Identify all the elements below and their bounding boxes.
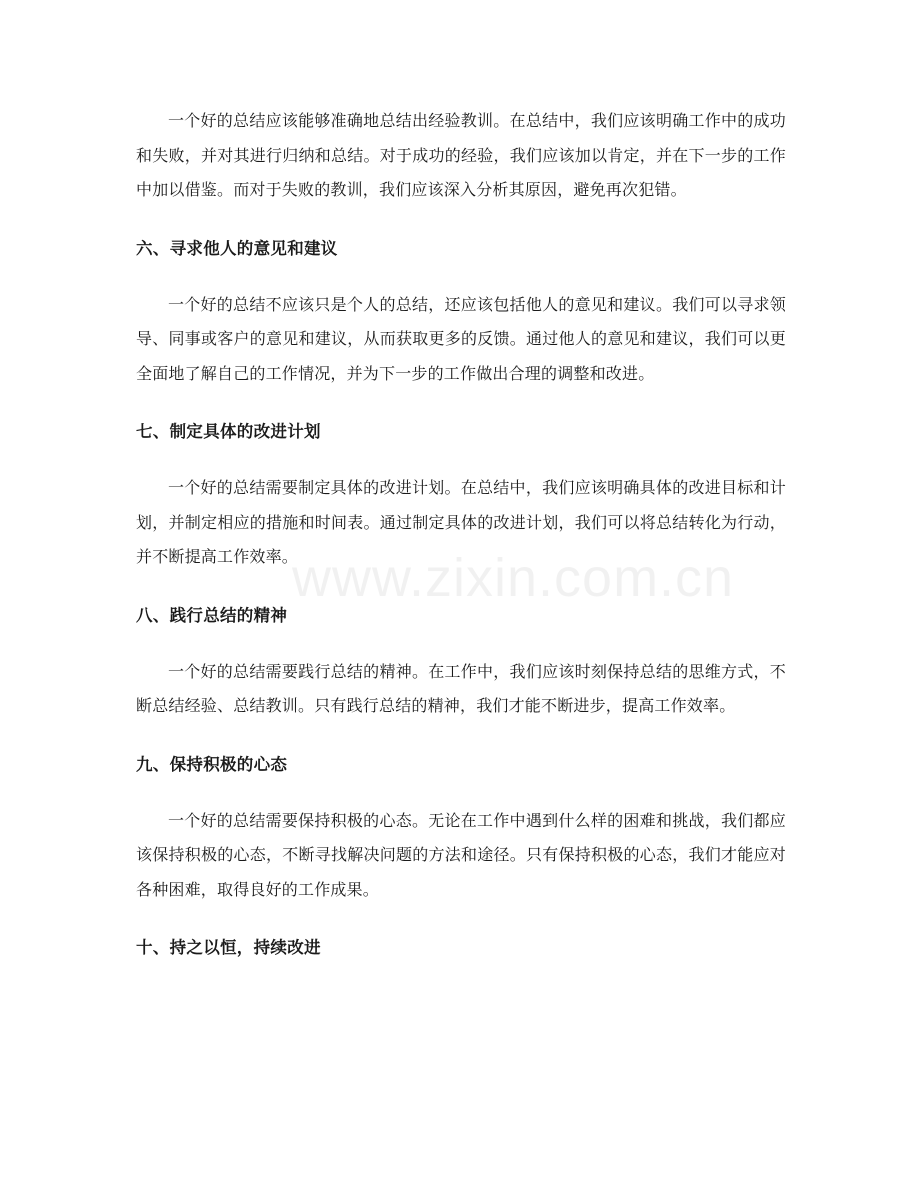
document-body — [136, 104, 786, 965]
section-heading-7: 七、制定具体的改进计划 — [136, 422, 321, 441]
intro-paragraph: 一个好的总结应该能够准确地总结出经验教训。在总结中，我们应该明确工作中的成功和失败，并对其进行归纳和总结。对于成功的经验，我们应该加以肯定，并在下一步的工作中加以借鉴。而对于失败的教训，我们应该深入分析其原因，避免再次犯错。 — [136, 111, 786, 199]
section-heading-8: 八、践行总结的精神 — [136, 605, 288, 625]
section-heading-9: 九、保持积极的心态 — [136, 754, 288, 774]
section-paragraph-7: 一个好的总结需要制定具体的改进计划。在总结中，我们应该明确具体的改进目标和计划，并制定相应的措施和时间表。通过制定具体的改进计划，我们可以将总结转化为行动，并不断提高工作效率。 — [136, 478, 786, 566]
section-paragraph-8: 一个好的总结需要践行总结的精神。在工作中，我们应该时刻保持总结的思维方式，不断总结经验、总结教训。只有践行总结的精神，我们才能不断进步，提高工作效率。 — [136, 661, 786, 715]
section-paragraph-9: 一个好的总结需要保持积极的心态。无论在工作中遇到什么样的困难和挑战，我们都应该保持积极的心态，不断寻找解决问题的方法和途径。只有保持积极的心态，我们才能应对各种困难，取得良好的工作成果。 — [136, 810, 786, 899]
section-paragraph-6: 一个好的总结不应该只是个人的总结，还应该包括他人的意见和建议。我们可以寻求领导、同事或客户的意见和建议，从而获取更多的反馈。通过他人的意见和建议，我们可以更全面地了解自己的工作情况，并为下一步的工作做出合理的调整和改进。 — [136, 294, 786, 383]
section-heading-6: 六、寻求他人的意见和建议 — [136, 238, 338, 258]
section-heading-10: 十、持之以恒，持续改进 — [136, 938, 321, 957]
watermark-text: www.zixin.com.cn — [292, 548, 735, 608]
